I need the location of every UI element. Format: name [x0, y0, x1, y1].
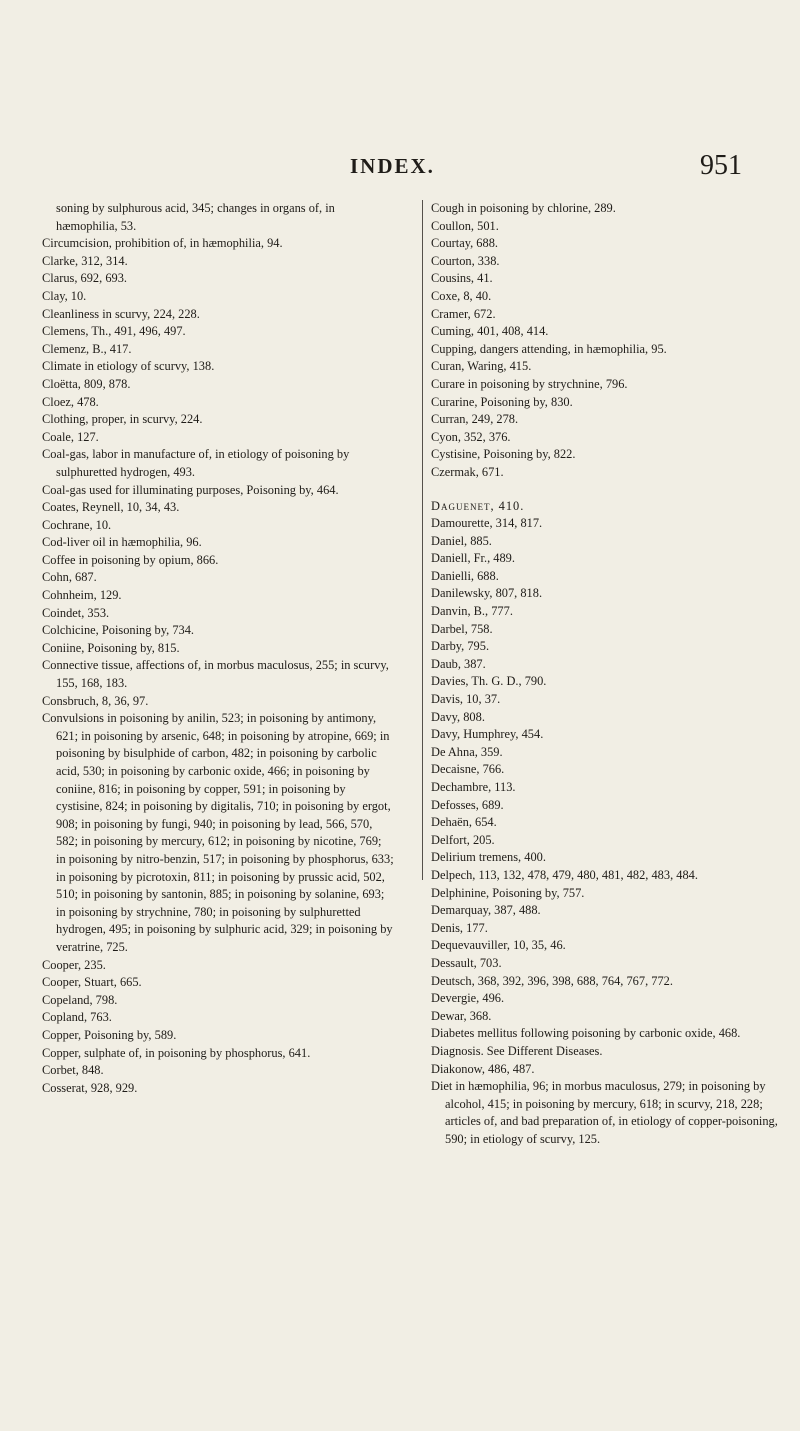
page-title: INDEX. [350, 154, 435, 178]
index-entry: Curran, 249, 278. [431, 412, 519, 427]
index-entry: Clothing, proper, in scurvy, 224. [42, 412, 203, 427]
index-entry: Defosses, 689. [431, 797, 504, 812]
index-entry: Courtay, 688. [431, 236, 498, 251]
index-entry: Daniel, 885. [431, 533, 492, 548]
index-entry: Davy, 808. [431, 709, 485, 724]
index-entry: Danilewsky, 807, 818. [431, 586, 543, 601]
index-entry: Delpech, 113, 132, 478, 479, 480, 481, 482, 483, 484. [431, 867, 698, 882]
index-entry: Danielli, 688. [431, 568, 499, 583]
index-entry: Cooper, 235. [42, 957, 106, 972]
index-entry: soning by sulphurous acid, 345; changes in organs of, in hæmophilia, 53. [56, 201, 335, 233]
index-entry: Diagnosis. See Different Diseases. [431, 1043, 603, 1058]
index-entry: Curarine, Poisoning by, 830. [431, 394, 573, 409]
index-entry: Decaisne, 766. [431, 762, 505, 777]
index-entry: Coullon, 501. [431, 218, 499, 233]
index-entry: Coale, 127. [42, 429, 99, 444]
index-entry: Danvin, B., 777. [431, 604, 513, 619]
index-entry: Cochrane, 10. [42, 517, 112, 532]
index-entry: Coindet, 353. [42, 605, 110, 620]
index-entry: Cystisine, Poisoning by, 822. [431, 447, 576, 462]
index-entry: Cousins, 41. [431, 271, 493, 286]
index-entry: Daniell, Fr., 489. [431, 551, 515, 566]
index-entry: Cough in poisoning by chlorine, 289. [431, 201, 616, 215]
index-entry: Coates, Reynell, 10, 34, 43. [42, 500, 180, 515]
index-entry: Coniine, Poisoning by, 815. [42, 640, 180, 655]
index-entry: Delirium tremens, 400. [431, 850, 546, 865]
index-entry: Cupping, dangers attending, in hæmophilia, 95. [431, 341, 667, 356]
page-header [0, 150, 800, 184]
index-entry: De Ahna, 359. [431, 744, 503, 759]
index-entry: Coal-gas used for illuminating purposes, Poisoning by, 464. [42, 482, 339, 497]
index-column-left [42, 200, 394, 1097]
page-number: 951 [700, 150, 742, 181]
index-entry: Cod-liver oil in hæmophilia, 96. [42, 535, 202, 550]
index-entry: Cloëtta, 809, 878. [42, 376, 131, 391]
index-entry: Demarquay, 387, 488. [431, 903, 541, 918]
index-entry: Davies, Th. G. D., 790. [431, 674, 547, 689]
index-entry: Davy, Humphrey, 454. [431, 727, 544, 742]
index-entry: Darbel, 758. [431, 621, 493, 636]
index-entry: Daguenet, 410. [431, 498, 525, 513]
index-entry: Clemens, Th., 491, 496, 497. [42, 324, 186, 339]
index-entry: Connective tissue, affections of, in morbus maculosus, 255; in scurvy, 155, 168, 183. [42, 658, 389, 691]
index-entry: Colchicine, Poisoning by, 734. [42, 623, 195, 638]
index-entry: Cramer, 672. [431, 306, 496, 321]
index-entry: Courton, 338. [431, 253, 500, 268]
index-entry: Copper, Poisoning by, 589. [42, 1027, 177, 1042]
index-entry: Diabetes mellitus following poisoning by carbonic oxide, 468. [431, 1026, 741, 1041]
index-entry: Delphinine, Poisoning by, 757. [431, 885, 585, 900]
index-entry: Daub, 387. [431, 656, 486, 671]
index-entry: Climate in etiology of scurvy, 138. [42, 359, 215, 374]
index-entry: Consbruch, 8, 36, 97. [42, 693, 149, 708]
index-entry: Dechambre, 113. [431, 780, 516, 794]
index-column-right [422, 200, 783, 1146]
index-entry: Cloez, 478. [42, 394, 99, 409]
index-entry: Davis, 10, 37. [431, 692, 501, 707]
index-entry: Copper, sulphate of, in poisoning by phosphorus, 641. [42, 1045, 311, 1060]
index-entry: Circumcision, prohibition of, in hæmophilia, 94. [42, 236, 283, 251]
index-entry: Copeland, 798. [42, 992, 118, 1007]
index-entry: Dewar, 368. [431, 1008, 492, 1023]
index-entry: Curare in poisoning by strychnine, 796. [431, 376, 628, 391]
index-entry: Clarus, 692, 693. [42, 271, 128, 286]
index-entry: Coxe, 8, 40. [431, 288, 492, 303]
index-entry: Clemenz, B., 417. [42, 341, 132, 356]
index-entry: Cohnheim, 129. [42, 588, 122, 603]
index-entry: Dehaën, 654. [431, 815, 497, 830]
index-entry: Cohn, 687. [42, 570, 97, 585]
index-entry: Cooper, Stuart, 665. [42, 975, 142, 990]
index-entry: Cleanliness in scurvy, 224, 228. [42, 306, 200, 321]
index-entry: Czermak, 671. [431, 464, 504, 479]
index-entry: Cosserat, 928, 929. [42, 1080, 138, 1095]
index-entry: Dequevauviller, 10, 35, 46. [431, 938, 566, 953]
index-entry: Deutsch, 368, 392, 396, 398, 688, 764, 767, 772. [431, 973, 673, 988]
index-entry: Damourette, 314, 817. [431, 516, 543, 531]
index-entry: Copland, 763. [42, 1010, 112, 1025]
index-entry: Clarke, 312, 314. [42, 253, 128, 268]
index-entry: Devergie, 496. [431, 991, 505, 1006]
index-entry: Delfort, 205. [431, 832, 495, 847]
index-entry: Diet in hæmophilia, 96; in morbus maculosus, 279; in poisoning by alcohol, 415; in poisoning by mercury, 618; in scurvy, 218, 228; articles of, and bad preparation of, in etiology of copper-poisoning, 590; in etiology of scurvy, 125. [431, 1079, 778, 1146]
section-gap [431, 482, 783, 498]
index-entry: Cyon, 352, 376. [431, 429, 511, 444]
index-entry: Denis, 177. [431, 920, 488, 935]
index-entry: Clay, 10. [42, 288, 87, 303]
index-entry: Coffee in poisoning by opium, 866. [42, 552, 219, 567]
index-entry: Diakonow, 486, 487. [431, 1061, 535, 1076]
index-entry: Darby, 795. [431, 639, 490, 654]
index-entry: Coal-gas, labor in manufacture of, in etiology of poisoning by sulphuretted hydrogen, 493. [42, 447, 350, 479]
index-entry: Curan, Waring, 415. [431, 359, 532, 374]
index-entry: Cuming, 401, 408, 414. [431, 324, 549, 339]
index-entry: Dessault, 703. [431, 955, 502, 970]
index-entry: Convulsions in poisoning by anilin, 523; in poisoning by antimony, 621; in poisoning by arsenic, 648; in poisoning by atropine, 669; in poisoning by bisulphide of carbon, 482; in poisoning by carbolic acid, 530; in poisoning by carbonic oxide, 466; in poisoning by coniine, 816; in poisoning by copper, 591; in poisoning by cystisine, 824; in poisoning by digitalis, 710; in poisoning by ergot, 908; in poisoning by fungi, 940; in poisoning by lead, 566, 570, 582; in poisoning by mercury, 612; in poisoning by nicotine, 769; in poisoning by nitro-benzin, 517; in poisoning by phosphorus, 633; in poisoning by picrotoxin, 811; in poisoning by prussic acid, 502, 510; in poisoning by santonin, 885; in poisoning by solanine, 693; in poisoning by strychnine, 780; in poisoning by sulphuretted hydrogen, 495; in poisoning by sulphuric acid, 329; in poisoning by veratrine, 725. [42, 711, 394, 954]
index-entry: Corbet, 848. [42, 1063, 104, 1078]
